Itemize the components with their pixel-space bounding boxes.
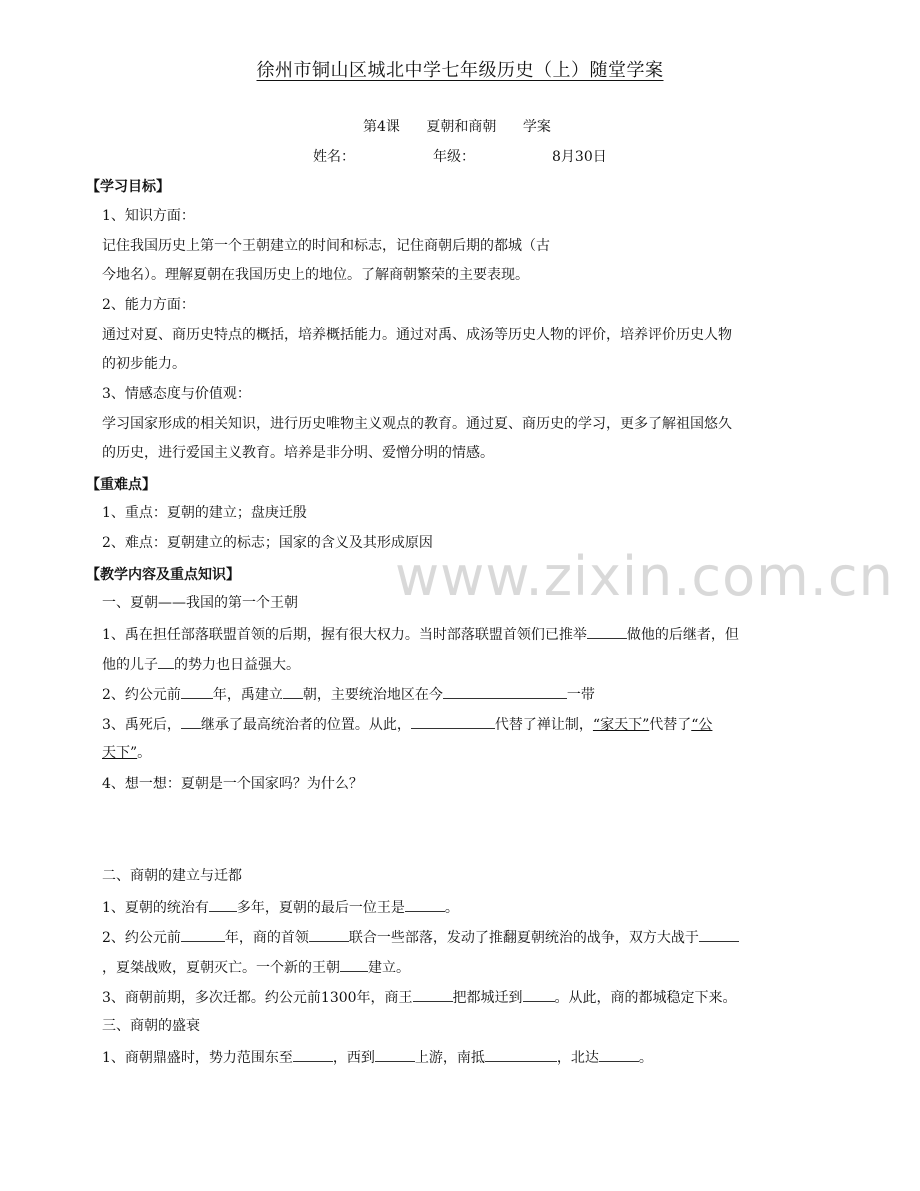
question-4: 4、想一想：夏朝是一个国家吗？为什么？	[102, 776, 363, 792]
emotion-line-2: 的历史，进行爱国主义教育。培养是非分明、爱憎分明的情感。	[102, 445, 494, 461]
question-3-line-1	[102, 713, 712, 735]
content-heading: 【教学内容及重点知识】	[86, 567, 240, 583]
q3-text-a: 3、禹死后，	[102, 717, 181, 733]
s2-question-3	[102, 986, 737, 1008]
emotion-line-1: 学习国家形成的相关知识，进行历史唯物主义观点的教育。通过夏、商历史的学习，更多了解祖国悠久	[102, 416, 732, 432]
answer-blank[interactable]	[293, 1046, 333, 1062]
s3-question-1	[102, 1046, 653, 1068]
answer-blank[interactable]	[413, 986, 453, 1002]
answer-blank[interactable]	[340, 956, 368, 972]
s3q1-text-c: 上游，南抵	[414, 1050, 485, 1066]
q1-text-b: 做他的后继者，但	[626, 627, 739, 643]
ability-line-2: 的初步能力。	[102, 356, 186, 372]
watermark: www.zixin.com.cn	[395, 545, 894, 608]
q3-text-h: 。	[137, 745, 152, 761]
date-text: 8月30日	[552, 149, 607, 165]
s2q3-text-c: 。从此，商的都城稳定下来。	[554, 990, 737, 1006]
q3-gong: “公	[691, 717, 713, 733]
answer-blank[interactable]	[181, 683, 213, 699]
knowledge-line-2: 今地名）。理解夏朝在我国历史上的地位。了解商朝繁荣的主要表现。	[102, 267, 529, 283]
doc-type: 学案	[522, 119, 551, 135]
ability-label: 2、能力方面：	[102, 297, 195, 313]
s2-question-2-line-2	[102, 956, 410, 978]
question-1-line-1	[102, 623, 739, 645]
section-1-title: 一、夏朝——我国的第一个王朝	[102, 595, 298, 611]
s2q1-text-b: 多年，夏朝的最后一位王是	[236, 900, 405, 916]
answer-blank[interactable]	[599, 1046, 639, 1062]
ability-line-1: 通过对夏、商历史特点的概括，培养概括能力。通过对禹、成汤等历史人物的评价，培养评价历史人物	[102, 327, 732, 343]
answer-blank[interactable]	[523, 986, 555, 1002]
section-2-title: 二、商朝的建立与迁都	[102, 868, 242, 884]
q3-jiatianxia: “家天下”	[592, 717, 650, 733]
question-2	[102, 683, 595, 705]
s2q2-text-c: 联合一些部落，发动了推翻夏朝统治的战争，双方大战于	[348, 930, 699, 946]
s2q3-text-a: 3、商朝前期，多次迁都。约公元前1300年，商王	[102, 990, 413, 1006]
s3q1-text-e: 。	[638, 1050, 653, 1066]
q2-text-c: 朝，主要统治地区在今	[302, 687, 443, 703]
answer-blank[interactable]	[283, 683, 303, 699]
s2q1-text-c: 。	[444, 900, 459, 916]
page-title: 徐州市铜山区城北中学七年级历史（上）随堂学案	[256, 60, 664, 81]
question-1-line-2	[102, 653, 300, 675]
s3q1-text-a: 1、商朝鼎盛时，势力范围东至	[102, 1050, 293, 1066]
keypoints-heading: 【重难点】	[86, 477, 156, 493]
answer-blank[interactable]	[181, 713, 201, 729]
goals-heading: 【学习目标】	[86, 179, 170, 195]
answer-blank[interactable]	[405, 896, 445, 912]
grade-label: 年级：	[433, 149, 475, 165]
answer-blank[interactable]	[309, 926, 349, 942]
name-label: 姓名：	[313, 149, 355, 165]
s2q2-text-a: 2、约公元前	[102, 930, 181, 946]
q1-text-a: 1、禹在担任部落联盟首领的后期，握有很大权力。当时部落联盟首领们已推举	[102, 627, 587, 643]
emotion-label: 3、情感态度与价值观：	[102, 386, 251, 402]
s2q3-text-b: 把都城迁到	[452, 990, 523, 1006]
section-3-title: 三、商朝的盛衰	[102, 1018, 200, 1034]
s2q2-text-b: 年，商的首领	[224, 930, 309, 946]
answer-blank[interactable]	[158, 653, 174, 669]
q2-text-a: 2、约公元前	[102, 687, 181, 703]
q3-text-b: 继承了最高统治者的位置。从此，	[200, 717, 411, 733]
q3-tianxia: 天下”	[102, 745, 138, 761]
answer-blank[interactable]	[209, 896, 237, 912]
key-point: 1、重点：夏朝的建立；盘庚迁殷	[102, 505, 307, 521]
answer-blank[interactable]	[411, 713, 495, 729]
knowledge-label: 1、知识方面：	[102, 208, 195, 224]
lesson-subtitle	[363, 116, 573, 136]
answer-blank[interactable]	[375, 1046, 415, 1062]
s2q1-text-a: 1、夏朝的统治有	[102, 900, 209, 916]
s2-question-2-line-1	[102, 926, 739, 948]
s3q1-text-d: ，北达	[556, 1050, 599, 1066]
lesson-number: 第4课	[363, 119, 400, 135]
answer-blank[interactable]	[699, 926, 739, 942]
answer-blank[interactable]	[485, 1046, 557, 1062]
s3q1-text-b: ，西到	[332, 1050, 375, 1066]
answer-blank[interactable]	[181, 926, 225, 942]
q2-text-d: 一带	[566, 687, 595, 703]
q1-text-c: 他的儿子	[102, 657, 158, 673]
knowledge-line-1: 记住我国历史上第一个王朝建立的时间和标志，记住商朝后期的都城（古	[102, 238, 550, 254]
lesson-title: 夏朝和商朝	[426, 119, 497, 135]
q3-text-e: 代替了	[649, 717, 692, 733]
s2-question-1	[102, 896, 459, 918]
q1-text-d: 的势力也日益强大。	[174, 657, 300, 673]
s2q2-text-e: 建立。	[368, 960, 410, 976]
answer-blank[interactable]	[443, 683, 567, 699]
s2q2-text-d: ，夏桀战败，夏朝灭亡。一个新的王朝	[102, 960, 340, 976]
q2-text-b: 年，禹建立	[212, 687, 283, 703]
q3-text-c: 代替了禅让制，	[494, 717, 593, 733]
question-3-line-2	[102, 743, 151, 763]
answer-blank[interactable]	[587, 623, 627, 639]
difficult-point: 2、难点：夏朝建立的标志；国家的含义及其形成原因	[102, 535, 433, 551]
